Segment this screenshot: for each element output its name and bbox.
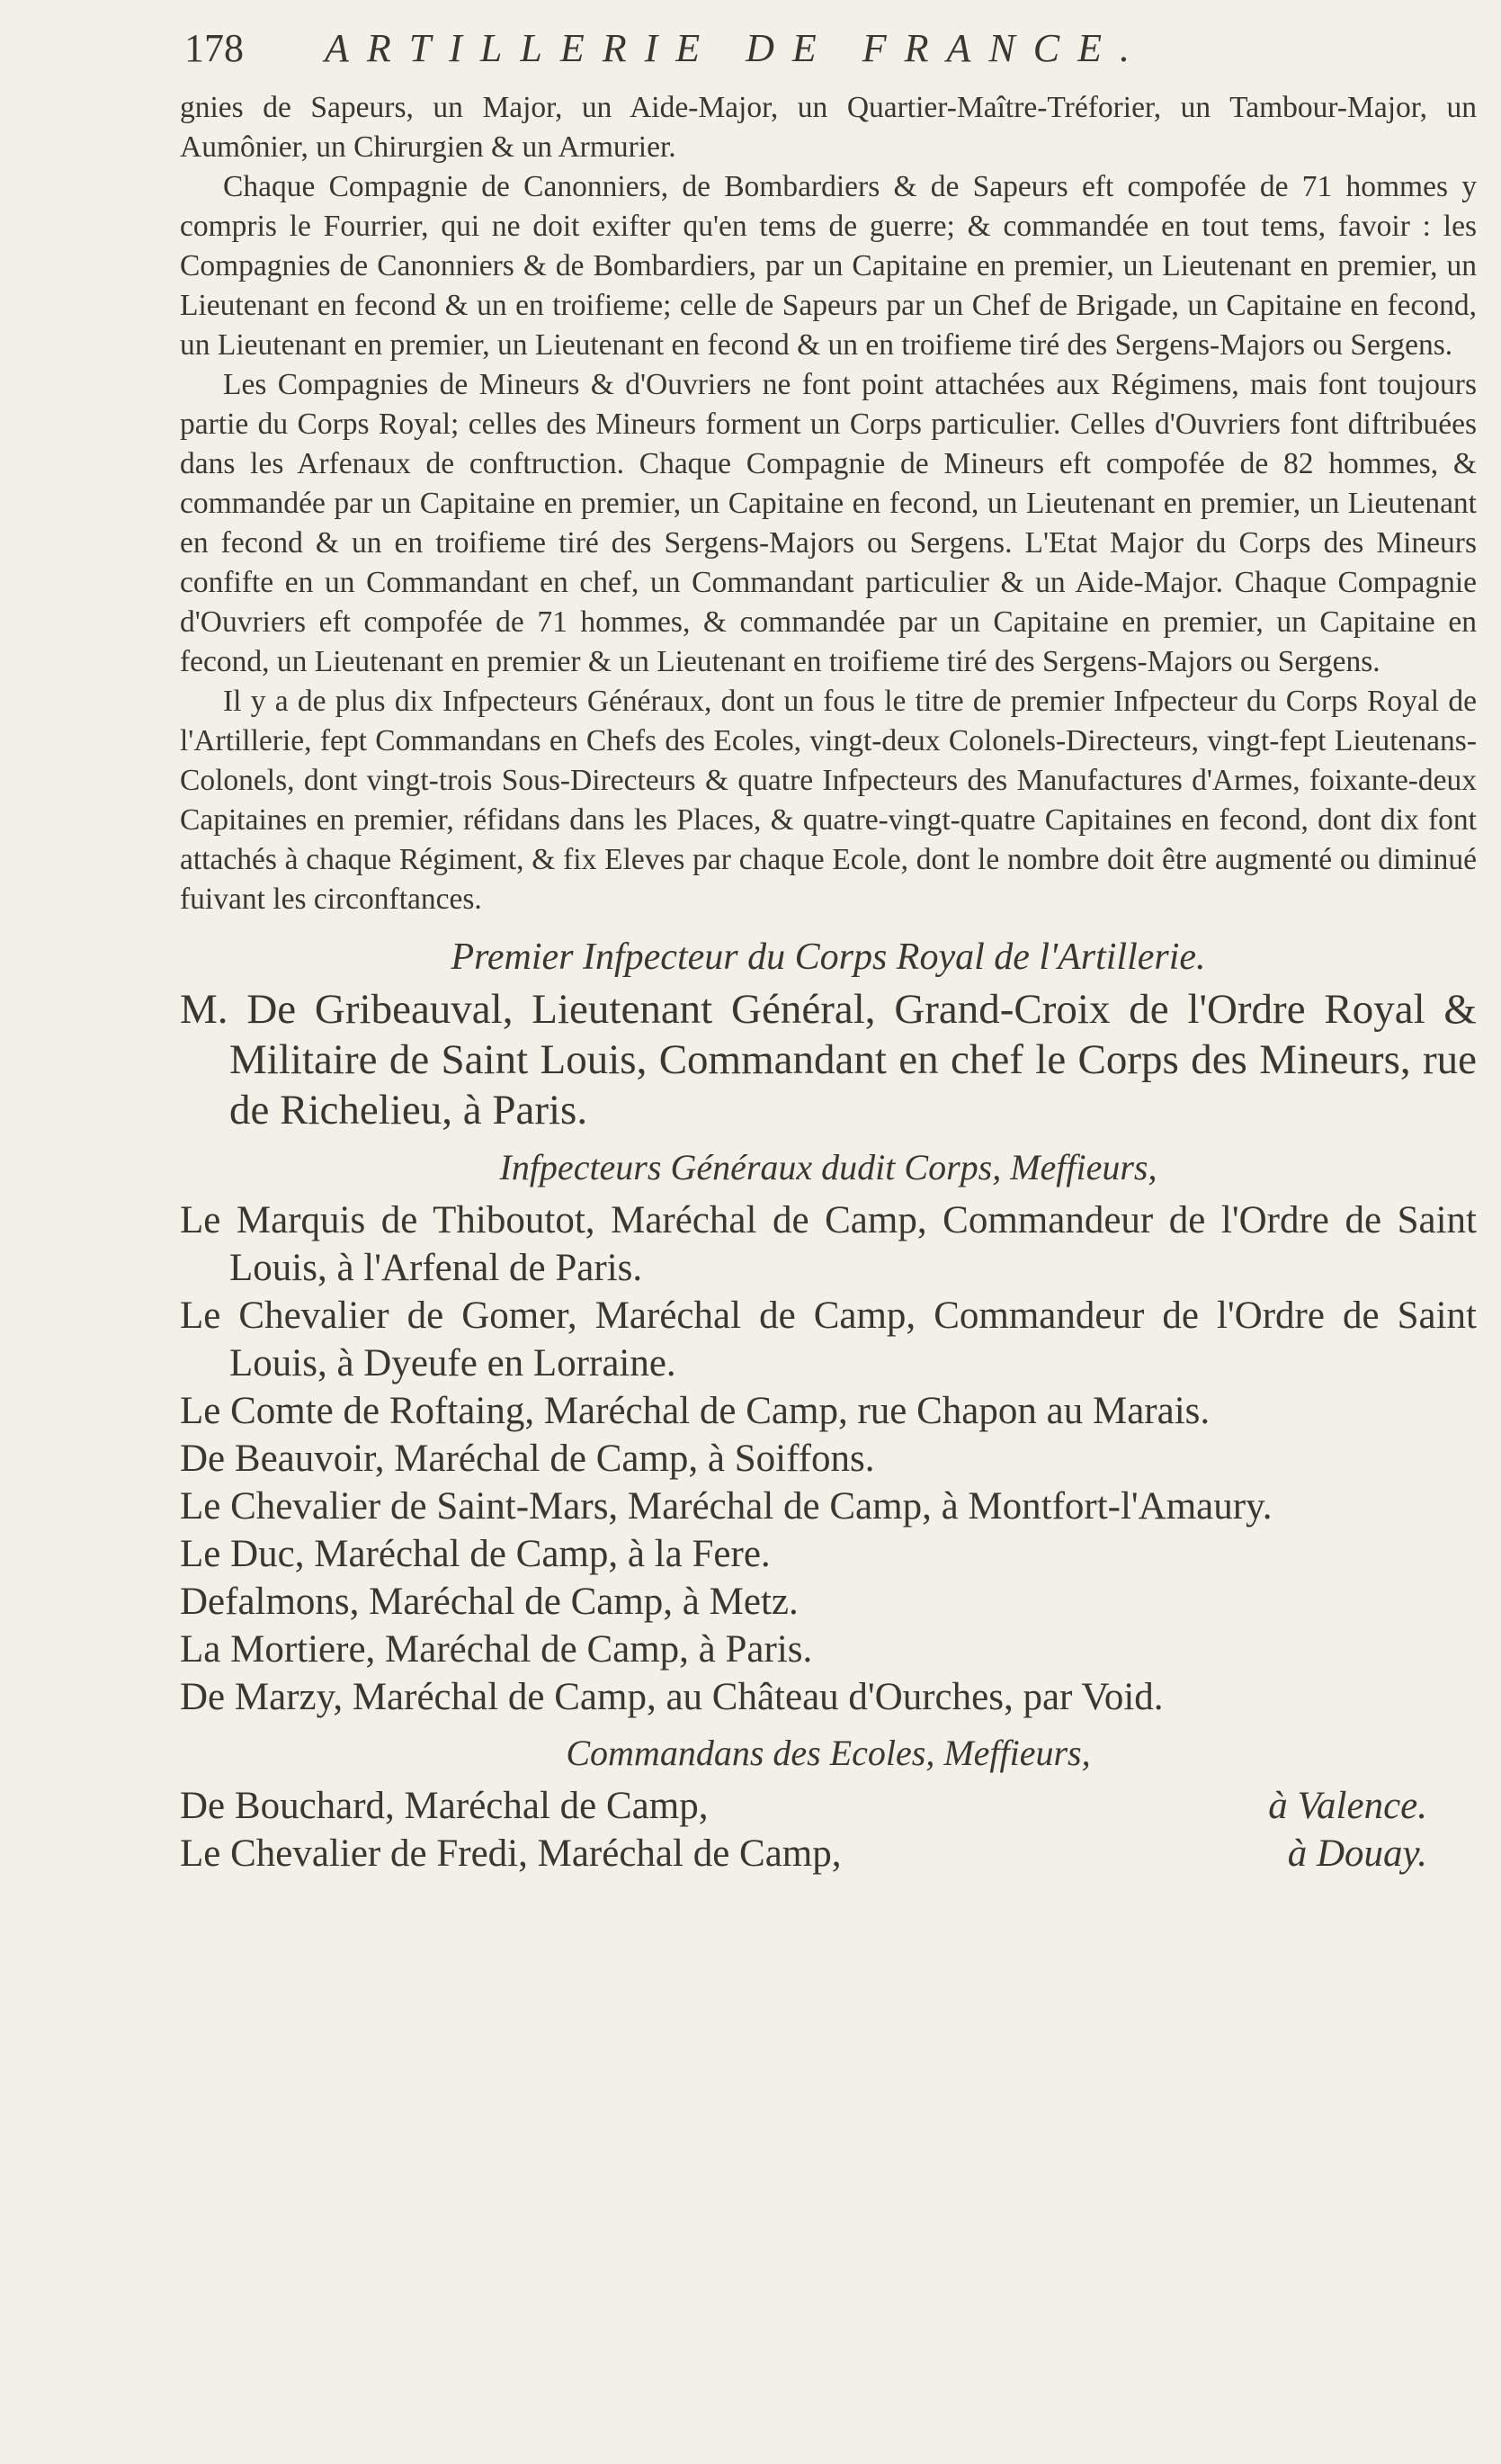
entry-inspecteur: Le Chevalier de Gomer, Maréchal de Camp, Commandeur de l'Ordre de Saint Louis, à Dyeufe en Lorraine. [180, 1295, 1477, 1384]
entry-inspecteur: Le Chevalier de Saint-Mars, Maréchal de Camp, à Montfort-l'Amaury. [180, 1485, 1273, 1528]
entry-inspecteur: La Mortiere, Maréchal de Camp, à Paris. [180, 1628, 813, 1671]
commandant-city: à Douay. [1287, 1832, 1427, 1875]
paragraph: Chaque Compagnie de Canonniers, de Bombardiers & de Sapeurs eft compofée de 71 hommes y compris le Fourrier, qui ne doit exifter qu'en tems de guerre; & commandée en tout tems, favoir : les Compagnies de Canonniers & de Bombardiers, par un Capitaine en premier, un Lieutenant en premier, un Lieutenant en fecond & un en troifieme; celle de Sapeurs par un Chef de Brigade, un Capitaine en fecond, un Lieutenant en premier, un Lieutenant en fecond & un en troifieme tiré des Sergens-Majors ou Sergens. [180, 170, 1477, 362]
page-number: 178 [184, 26, 244, 70]
page-header [184, 25, 1479, 71]
paragraph: Les Compagnies de Mineurs & d'Ouvriers ne font point attachées aux Régimens, mais font toujours partie du Corps Royal; celles des Mineurs forment un Corps particulier. Celles d'Ouvriers font diftribuées dans les Arfenaux de conftruction. Chaque Compagnie de Mineurs eft compofée de 82 hommes, & commandée par un Capitaine en premier, un Capitaine en fecond, un Lieutenant en premier, un Lieutenant en fecond & un en troifieme tiré des Sergens-Majors ou Sergens. L'Etat Major du Corps des Mineurs confifte en un Commandant en chef, un Commandant particulier & un Aide-Major. Chaque Compagnie d'Ouvriers eft compofée de 71 hommes, & commandée par un Capitaine en premier, un Capitaine en fecond, un Lieutenant en premier & un Lieutenant en troifieme tiré des Sergens-Majors ou Sergens. [180, 368, 1477, 678]
entry-inspecteur: De Beauvoir, Maréchal de Camp, à Soiffons. [180, 1438, 875, 1480]
entry-inspecteur: Le Comte de Roftaing, Maréchal de Camp, rue Chapon au Marais. [180, 1390, 1211, 1432]
paragraph: gnies de Sapeurs, un Major, un Aide-Major, un Quartier-Maître-Tréforier, un Tambour-Major, un Aumônier, un Chirurgien & un Armurier. [180, 91, 1477, 164]
section-heading-commandans-ecoles: Commandans des Ecoles, Meffieurs, [566, 1733, 1091, 1773]
entry-commandant [180, 1782, 1477, 1830]
entry-inspecteur: De Marzy, Maréchal de Camp, au Château d'Ourches, par Void. [180, 1676, 1164, 1718]
running-title: ARTILLERIE DE FRANCE. [325, 26, 1148, 70]
commandant-name: De Bouchard, Maréchal de Camp, [180, 1785, 709, 1827]
section-heading-premier-inspecteur: Premier Infpecteur du Corps Royal de l'Artillerie. [451, 936, 1206, 978]
entry-gribeauval: M. De Gribeauval, Lieutenant Général, Grand-Croix de l'Ordre Royal & Militaire de Saint Louis, Commandant en chef le Corps des Mineurs, rue de Richelieu, à Paris. [180, 986, 1477, 1133]
entry-inspecteur: Le Duc, Maréchal de Camp, à la Fere. [180, 1533, 771, 1575]
entry-commandant [180, 1830, 1477, 1877]
commandant-name: Le Chevalier de Fredi, Maréchal de Camp, [180, 1832, 842, 1875]
paragraph: Il y a de plus dix Infpecteurs Généraux, dont un fous le titre de premier Infpecteur du Corps Royal de l'Artillerie, fept Commandans en Chefs des Ecoles, vingt-deux Colonels-Directeurs, vingt-fept Lieutenans-Colonels, dont vingt-trois Sous-Directeurs & quatre Infpecteurs des Manufactures d'Armes, foixante-deux Capitaines en premier, réfidans dans les Places, & quatre-vingt-quatre Capitaines en fecond, dont dix font attachés à chaque Régiment, & fix Eleves par chaque Ecole, dont le nombre doit être augmenté ou diminué fuivant les circonftances. [180, 685, 1477, 916]
commandant-city: à Valence. [1268, 1785, 1427, 1827]
entry-inspecteur: Defalmons, Maréchal de Camp, à Metz. [180, 1581, 799, 1623]
body-text [180, 88, 1477, 1877]
entry-inspecteur: Le Marquis de Thiboutot, Maréchal de Camp, Commandeur de l'Ordre de Saint Louis, à l'Arfenal de Paris. [180, 1199, 1477, 1289]
section-heading-inspecteurs-generaux: Infpecteurs Généraux dudit Corps, Meffieurs, [499, 1147, 1157, 1187]
